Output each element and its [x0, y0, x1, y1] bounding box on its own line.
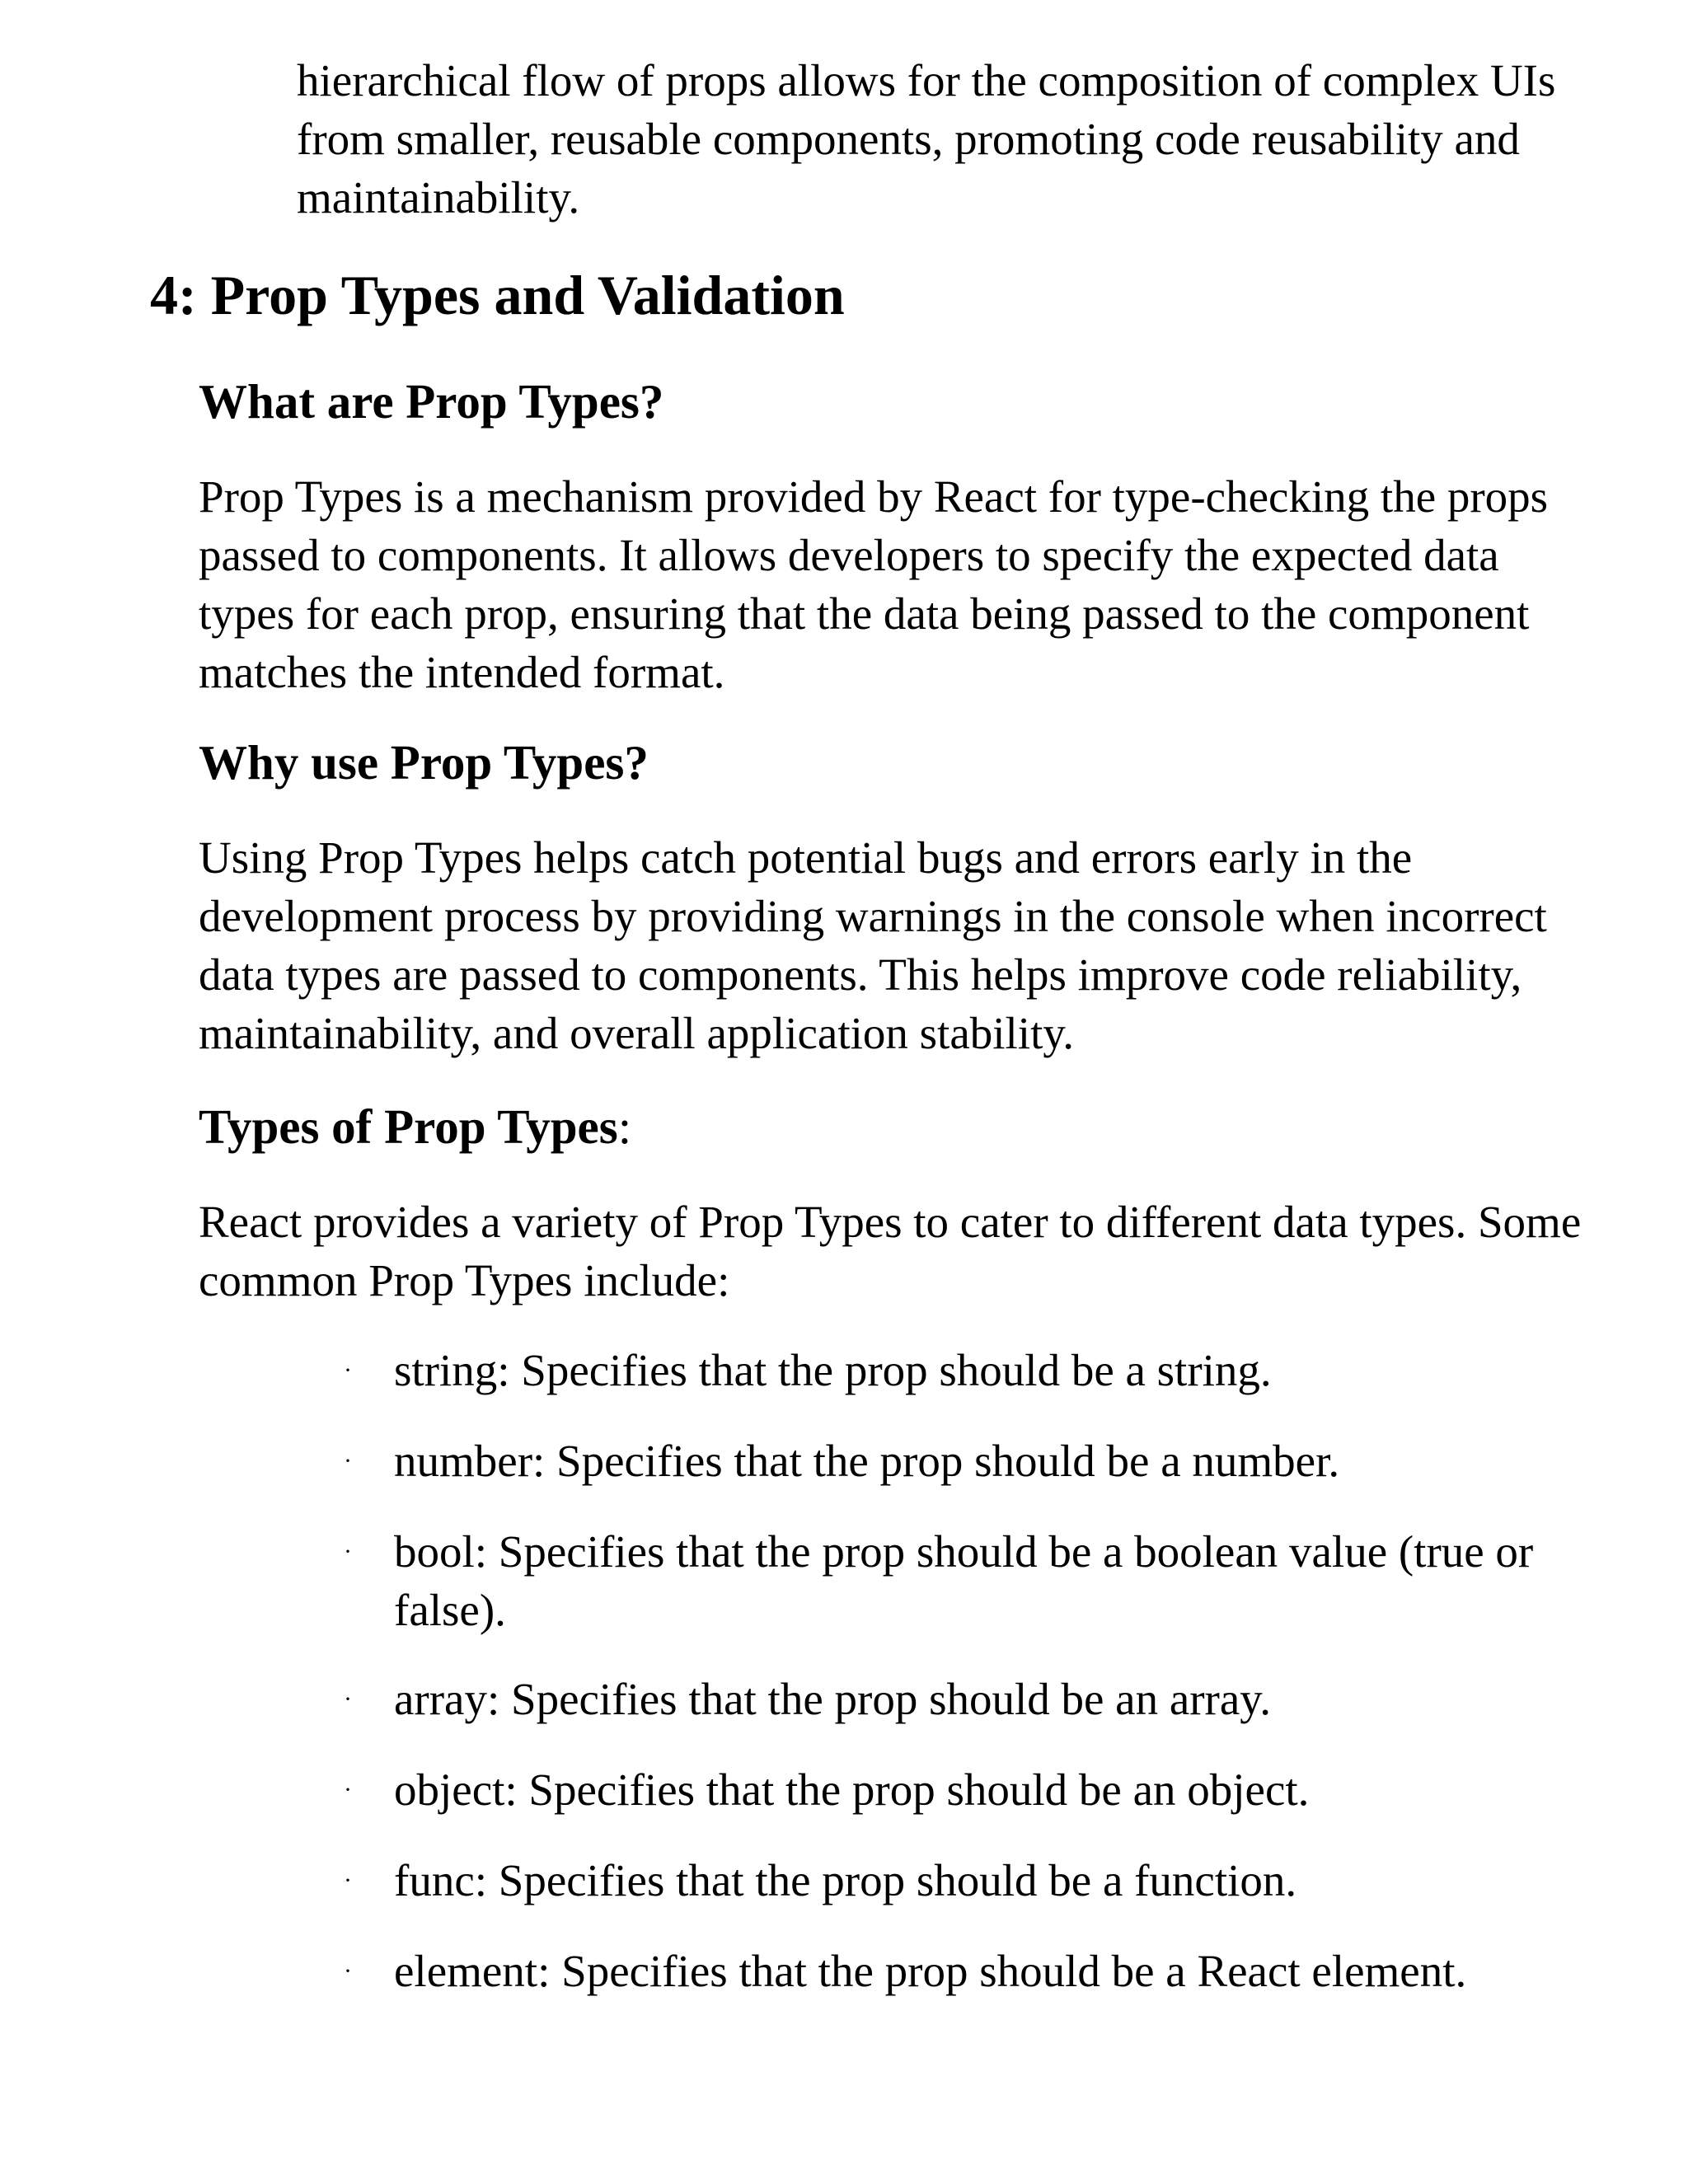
- what-heading: What are Prop Types?: [199, 374, 664, 429]
- bullet-icon: ·: [344, 1685, 352, 1713]
- types-heading-text: Types of Prop Types: [199, 1099, 618, 1154]
- types-heading: [199, 1098, 631, 1155]
- types-heading-colon: :: [617, 1099, 632, 1154]
- what-paragraph: Prop Types is a mechanism provided by React for type-checking the props passed to components. It allows developers to specify the expected data types for each prop, ensuring that the data being passed to the component matches the intended format.: [199, 471, 1549, 697]
- intro-paragraph: hierarchical flow of props allows for the composition of complex UIs from smaller, reusable components, promoting code reusability and maintainability.: [297, 55, 1556, 223]
- why-heading: Why use Prop Types?: [199, 735, 649, 790]
- bullet-icon: ·: [344, 1776, 352, 1803]
- list-item-text: string: Specifies that the prop should be a string.: [394, 1345, 1272, 1395]
- list-item-text: object: Specifies that the prop should be an object.: [394, 1765, 1310, 1815]
- list-item-text: func: Specifies that the prop should be a function.: [394, 1855, 1297, 1905]
- bullet-icon: ·: [344, 1867, 352, 1894]
- list-item-text: array: Specifies that the prop should be an array.: [394, 1674, 1271, 1724]
- bullet-icon: ·: [344, 1357, 352, 1384]
- list-item-text: bool: Specifies that the prop should be a boolean value (true or false).: [394, 1526, 1534, 1635]
- bullet-icon: ·: [344, 1538, 352, 1565]
- why-paragraph: Using Prop Types helps catch potential bugs and errors early in the development process by providing warnings in the console when incorrect data types are passed to components. This helps improve code reliability, maintainability, and overall application stability.: [199, 832, 1547, 1058]
- list-item-text: element: Specifies that the prop should be a React element.: [394, 1946, 1467, 1996]
- bullet-icon: ·: [344, 1957, 352, 1985]
- bullet-icon: ·: [344, 1447, 352, 1474]
- types-paragraph: React provides a variety of Prop Types to cater to different data types. Some common Prop Types include:: [199, 1197, 1582, 1305]
- section-heading: 4: Prop Types and Validation: [150, 264, 845, 326]
- list-item-text: number: Specifies that the prop should be a number.: [394, 1436, 1340, 1486]
